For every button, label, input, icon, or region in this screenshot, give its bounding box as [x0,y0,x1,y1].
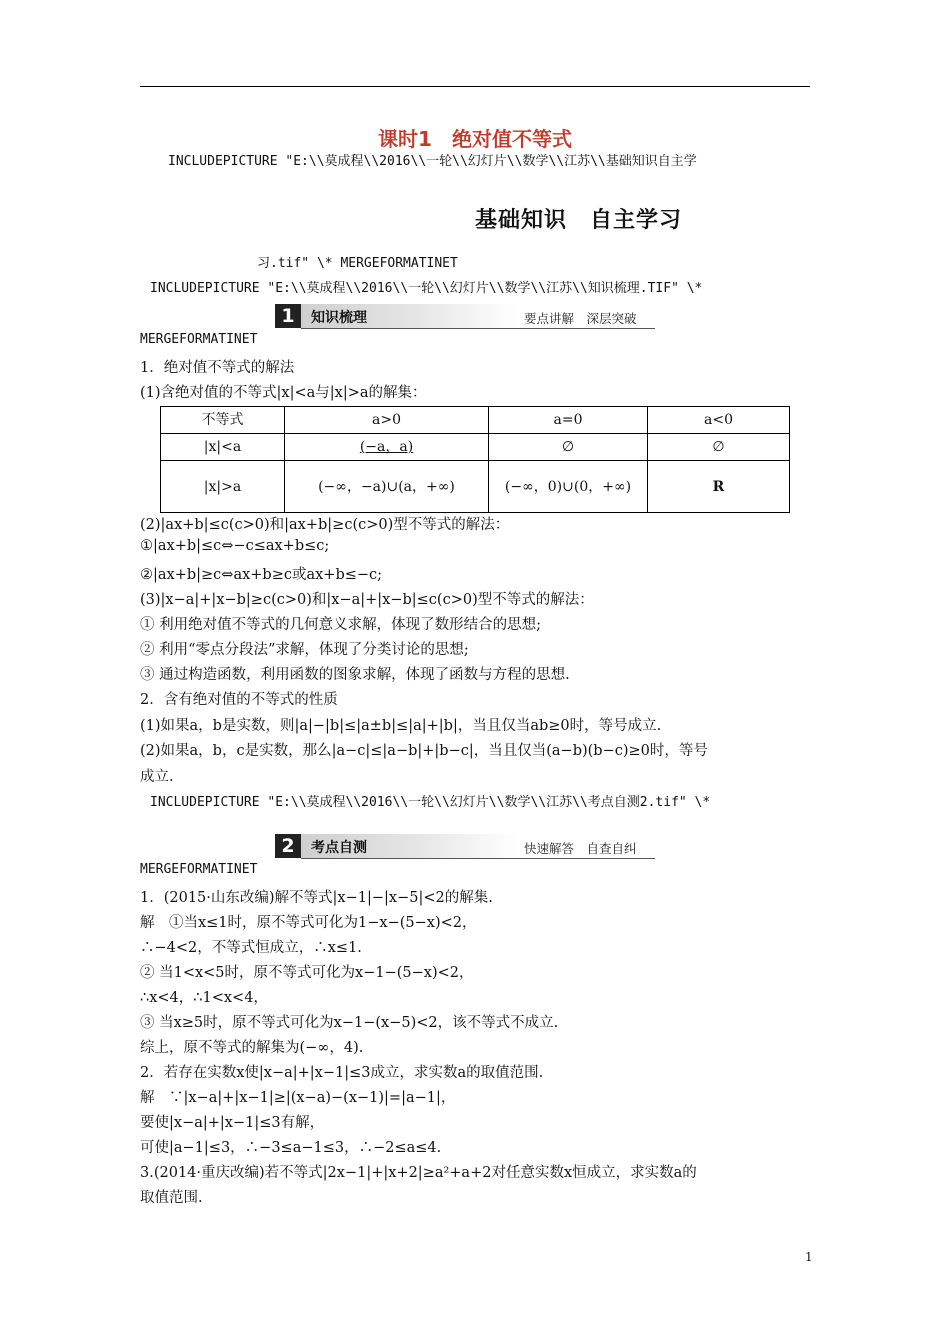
table-cell: |x|<a [161,434,285,461]
paragraph: ③ 通过构造函数，利用函数的图象求解，体现了函数与方程的思想. [140,667,570,683]
solution-set-table [160,406,790,513]
include-line: MERGEFORMATINET [140,862,258,877]
problem-text: 3.(2014·重庆改编)若不等式|2x−1|+|x+2|≥a²+a+2对任意实数x恒成立，求实数a的 [140,1165,697,1181]
header-rule [140,86,810,87]
table-cell: a=0 [489,407,648,434]
table-cell: 不等式 [161,407,285,434]
paragraph: (2)如果a，b，c是实数，那么|a−c|≤|a−b|+|b−c|，当且仅当(a−b)(b−c)≥0时，等号 [140,743,708,759]
problem-text: 2．若存在实数x使|x−a|+|x−1|≤3成立，求实数a的取值范围. [140,1065,544,1081]
include-line: 习.tif" \* MERGEFORMATINET [257,256,458,271]
section-title: 知识梳理 [311,310,367,326]
section-number: 1 [275,304,301,328]
solution-text: 要使|x−a|+|x−1|≤3有解， [140,1115,325,1131]
include-line: INCLUDEPICTURE "E:\\莫成程\\2016\\一轮\\幻灯片\\数学\\江苏\\基础知识自主学 [168,154,697,169]
table-cell: a<0 [648,407,790,434]
paragraph: 成立. [140,769,174,785]
section-header-knowledge [275,304,655,328]
paragraph: 1．绝对值不等式的解法 [140,360,295,376]
paragraph: (2)|ax+b|≤c(c>0)和|ax+b|≥c(c>0)型不等式的解法： [140,517,510,533]
include-line: INCLUDEPICTURE "E:\\莫成程\\2016\\一轮\\幻灯片\\数学\\江苏\\考点自测2.tif" \* [150,795,711,810]
page-number: 1 [805,1250,813,1264]
paragraph: 2．含有绝对值的不等式的性质 [140,692,338,708]
paragraph: ② 利用“零点分段法”求解，体现了分类讨论的思想; [140,642,469,658]
solution-text: 解 ①当x≤1时，原不等式可化为1−x−(5−x)<2， [140,915,477,931]
solution-text: 综上，原不等式的解集为(−∞，4). [140,1040,364,1056]
section-subtitle: 要点讲解 深层突破 [524,311,637,326]
section-header-selftest [275,834,655,858]
table-cell: ∅ [489,434,648,461]
solution-text: 解 ∵|x−a|+|x−1|≥|(x−a)−(x−1)|=|a−1|， [140,1090,456,1106]
section-number: 2 [275,834,301,858]
paragraph: ②|ax+b|≥c⇔ax+b≥c或ax+b≤−c; [140,567,383,583]
solution-text: 可使|a−1|≤3，∴−3≤a−1≤3，∴−2≤a≤4. [140,1140,442,1156]
problem-text: 取值范围. [140,1190,203,1206]
solution-text: ∴x<4，∴1<x<4， [140,990,268,1006]
paragraph: ①|ax+b|≤c⇔−c≤ax+b≤c; [140,538,330,554]
table-header-row [161,407,790,434]
table-row [161,461,790,513]
paragraph: (3)|x−a|+|x−b|≥c(c>0)和|x−a|+|x−b|≤c(c>0)型不等式的解法： [140,592,594,608]
table-cell: |x|>a [161,461,285,513]
table-cell: a>0 [285,407,489,434]
solution-text: ② 当1<x<5时，原不等式可化为x−1−(5−x)<2， [140,965,474,981]
table-cell: (−∞，−a)∪(a，+∞) [285,461,489,513]
solution-text: ③ 当x≥5时，原不等式可化为x−1−(x−5)<2，该不等式不成立. [140,1015,559,1031]
table-cell: (−a，a) [285,434,489,461]
include-line: INCLUDEPICTURE "E:\\莫成程\\2016\\一轮\\幻灯片\\数学\\江苏\\知识梳理.TIF" \* [150,281,703,296]
paragraph: (1)如果a，b是实数，则|a|−|b|≤|a±b|≤|a|+|b|，当且仅当ab≥0时，等号成立. [140,718,662,734]
page-title: 课时1 绝对值不等式 [378,127,572,151]
paragraph: ① 利用绝对值不等式的几何意义求解，体现了数形结合的思想; [140,617,541,633]
include-line: MERGEFORMATINET [140,332,258,347]
paragraph: (1)含绝对值的不等式|x|<a与|x|>a的解集： [140,385,427,401]
table-cell: (−∞，0)∪(0，+∞) [489,461,648,513]
section-title: 考点自测 [311,840,367,856]
solution-text: ∴−4<2，不等式恒成立，∴x≤1. [140,940,362,956]
section-banner: 基础知识 自主学习 [475,208,683,233]
table-cell: R [648,461,790,513]
table-cell: ∅ [648,434,790,461]
problem-text: 1．(2015·山东改编)解不等式|x−1|−|x−5|<2的解集. [140,890,493,906]
section-subtitle: 快速解答 自查自纠 [524,841,637,856]
table-row [161,434,790,461]
